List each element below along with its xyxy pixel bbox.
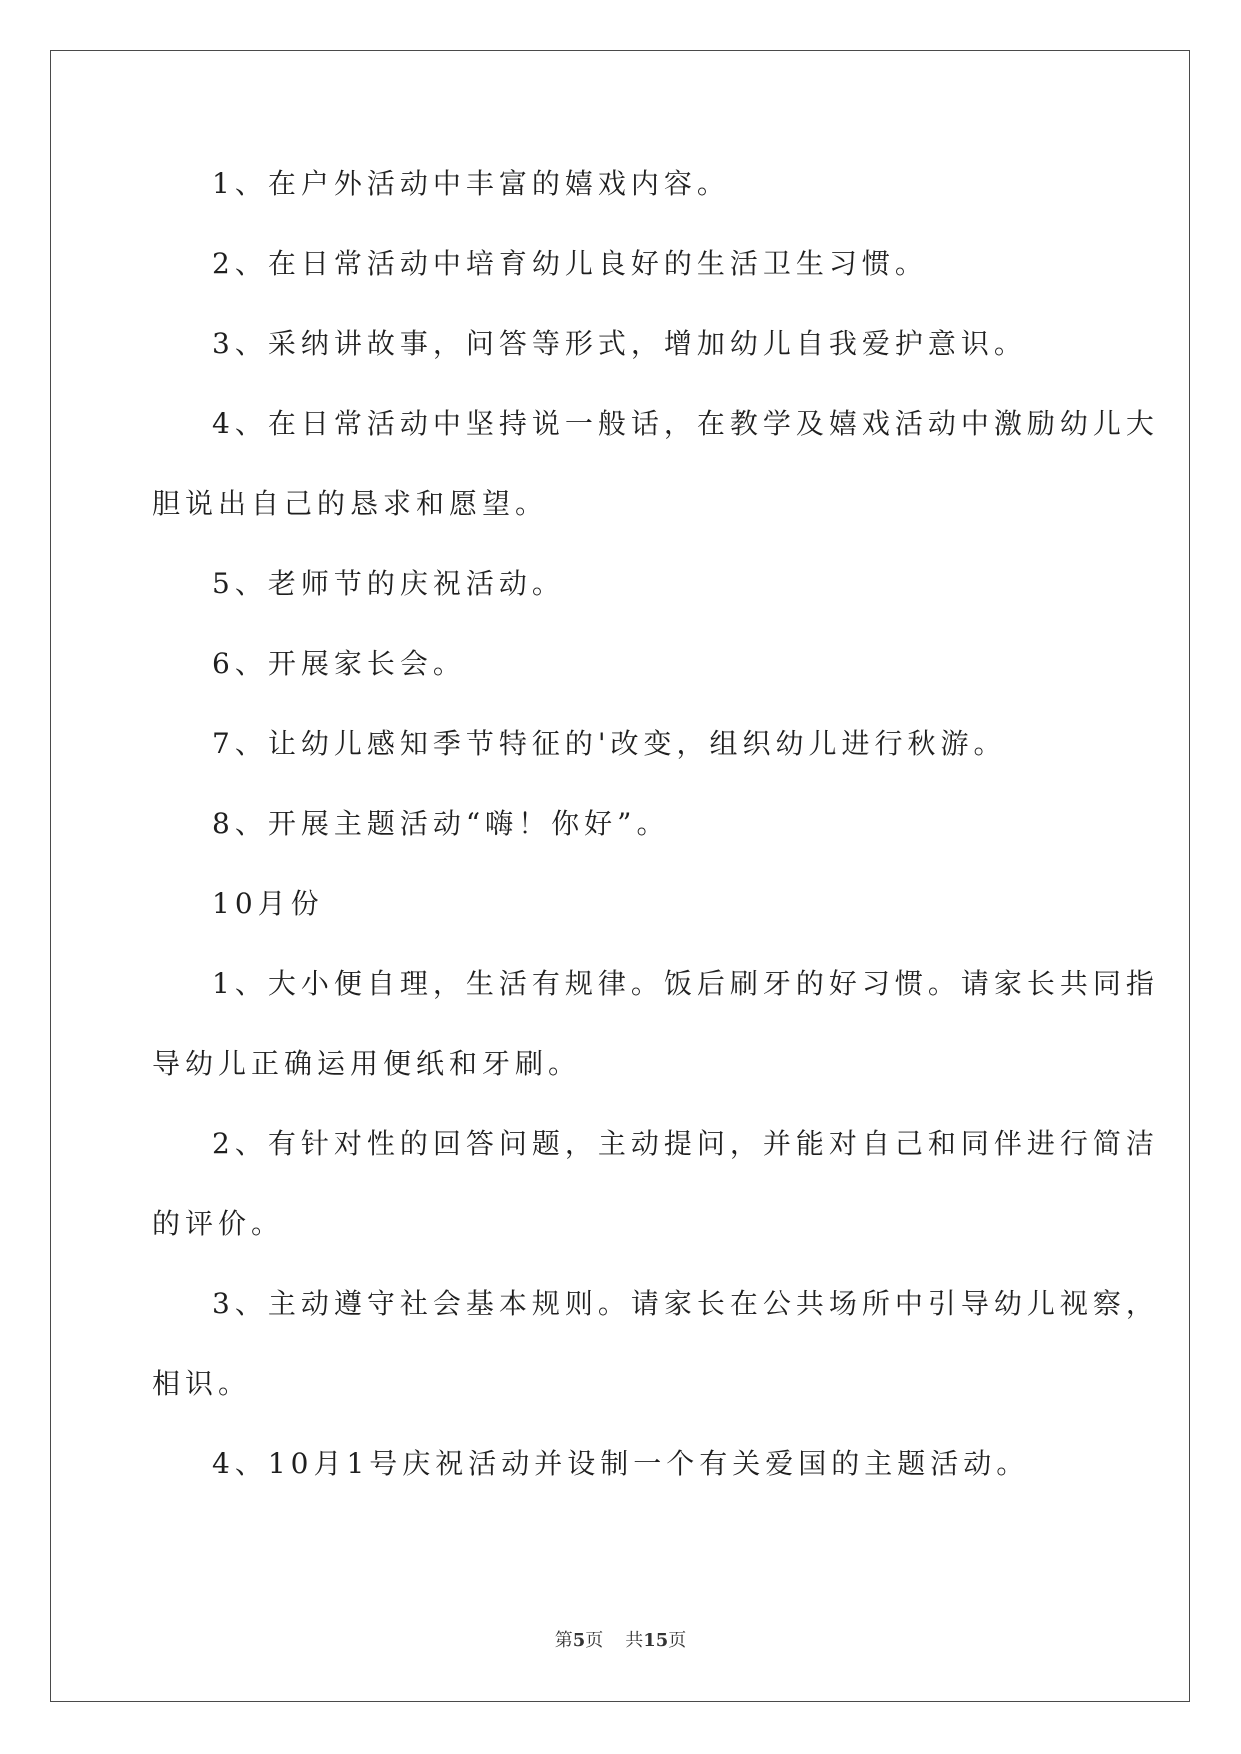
paragraph: 2、有针对性的回答问题，主动提问，并能对自己和同伴进行简洁 xyxy=(212,1127,1159,1160)
paragraph: 3、采纳讲故事，问答等形式，增加幼儿自我爱护意识。 xyxy=(212,327,1027,360)
paragraph: 6、开展家长会。 xyxy=(212,647,466,680)
paragraph: 8、开展主题活动“嗨！你好”。 xyxy=(212,807,670,840)
total-pages: 15 xyxy=(643,1630,669,1651)
page-number: 5 xyxy=(572,1630,586,1651)
page-footer xyxy=(0,1626,1241,1652)
paragraph: 1、在户外活动中丰富的嬉戏内容。 xyxy=(212,167,730,200)
paragraph: 3、主动遵守社会基本规则。请家长在公共场所中引导幼儿视察， xyxy=(212,1287,1159,1320)
paragraph-continuation: 的评价。 xyxy=(152,1207,285,1240)
paragraph-continuation: 相识。 xyxy=(152,1367,252,1400)
paragraph: 1、大小便自理，生活有规律。饭后刷牙的好习惯。请家长共同指 xyxy=(212,967,1159,1000)
paragraph-continuation: 胆说出自己的恳求和愿望。 xyxy=(152,487,549,520)
total-prefix: 共 xyxy=(625,1630,644,1651)
paragraph: 7、让幼儿感知季节特征的'改变，组织幼儿进行秋游。 xyxy=(212,727,1007,760)
paragraph: 4、10月1号庆祝活动并设制一个有关爱国的主题活动。 xyxy=(212,1447,1030,1480)
total-suffix: 页 xyxy=(668,1630,687,1651)
paragraph: 4、在日常活动中坚持说一般话，在教学及嬉戏活动中激励幼儿大 xyxy=(212,407,1159,440)
page-prefix: 第 xyxy=(554,1630,573,1651)
paragraph-continuation: 导幼儿正确运用便纸和牙刷。 xyxy=(152,1047,582,1080)
page-suffix: 页 xyxy=(585,1630,604,1651)
paragraph: 2、在日常活动中培育幼儿良好的生活卫生习惯。 xyxy=(212,247,928,280)
section-heading: 10月份 xyxy=(212,887,324,920)
paragraph: 5、老师节的庆祝活动。 xyxy=(212,567,565,600)
